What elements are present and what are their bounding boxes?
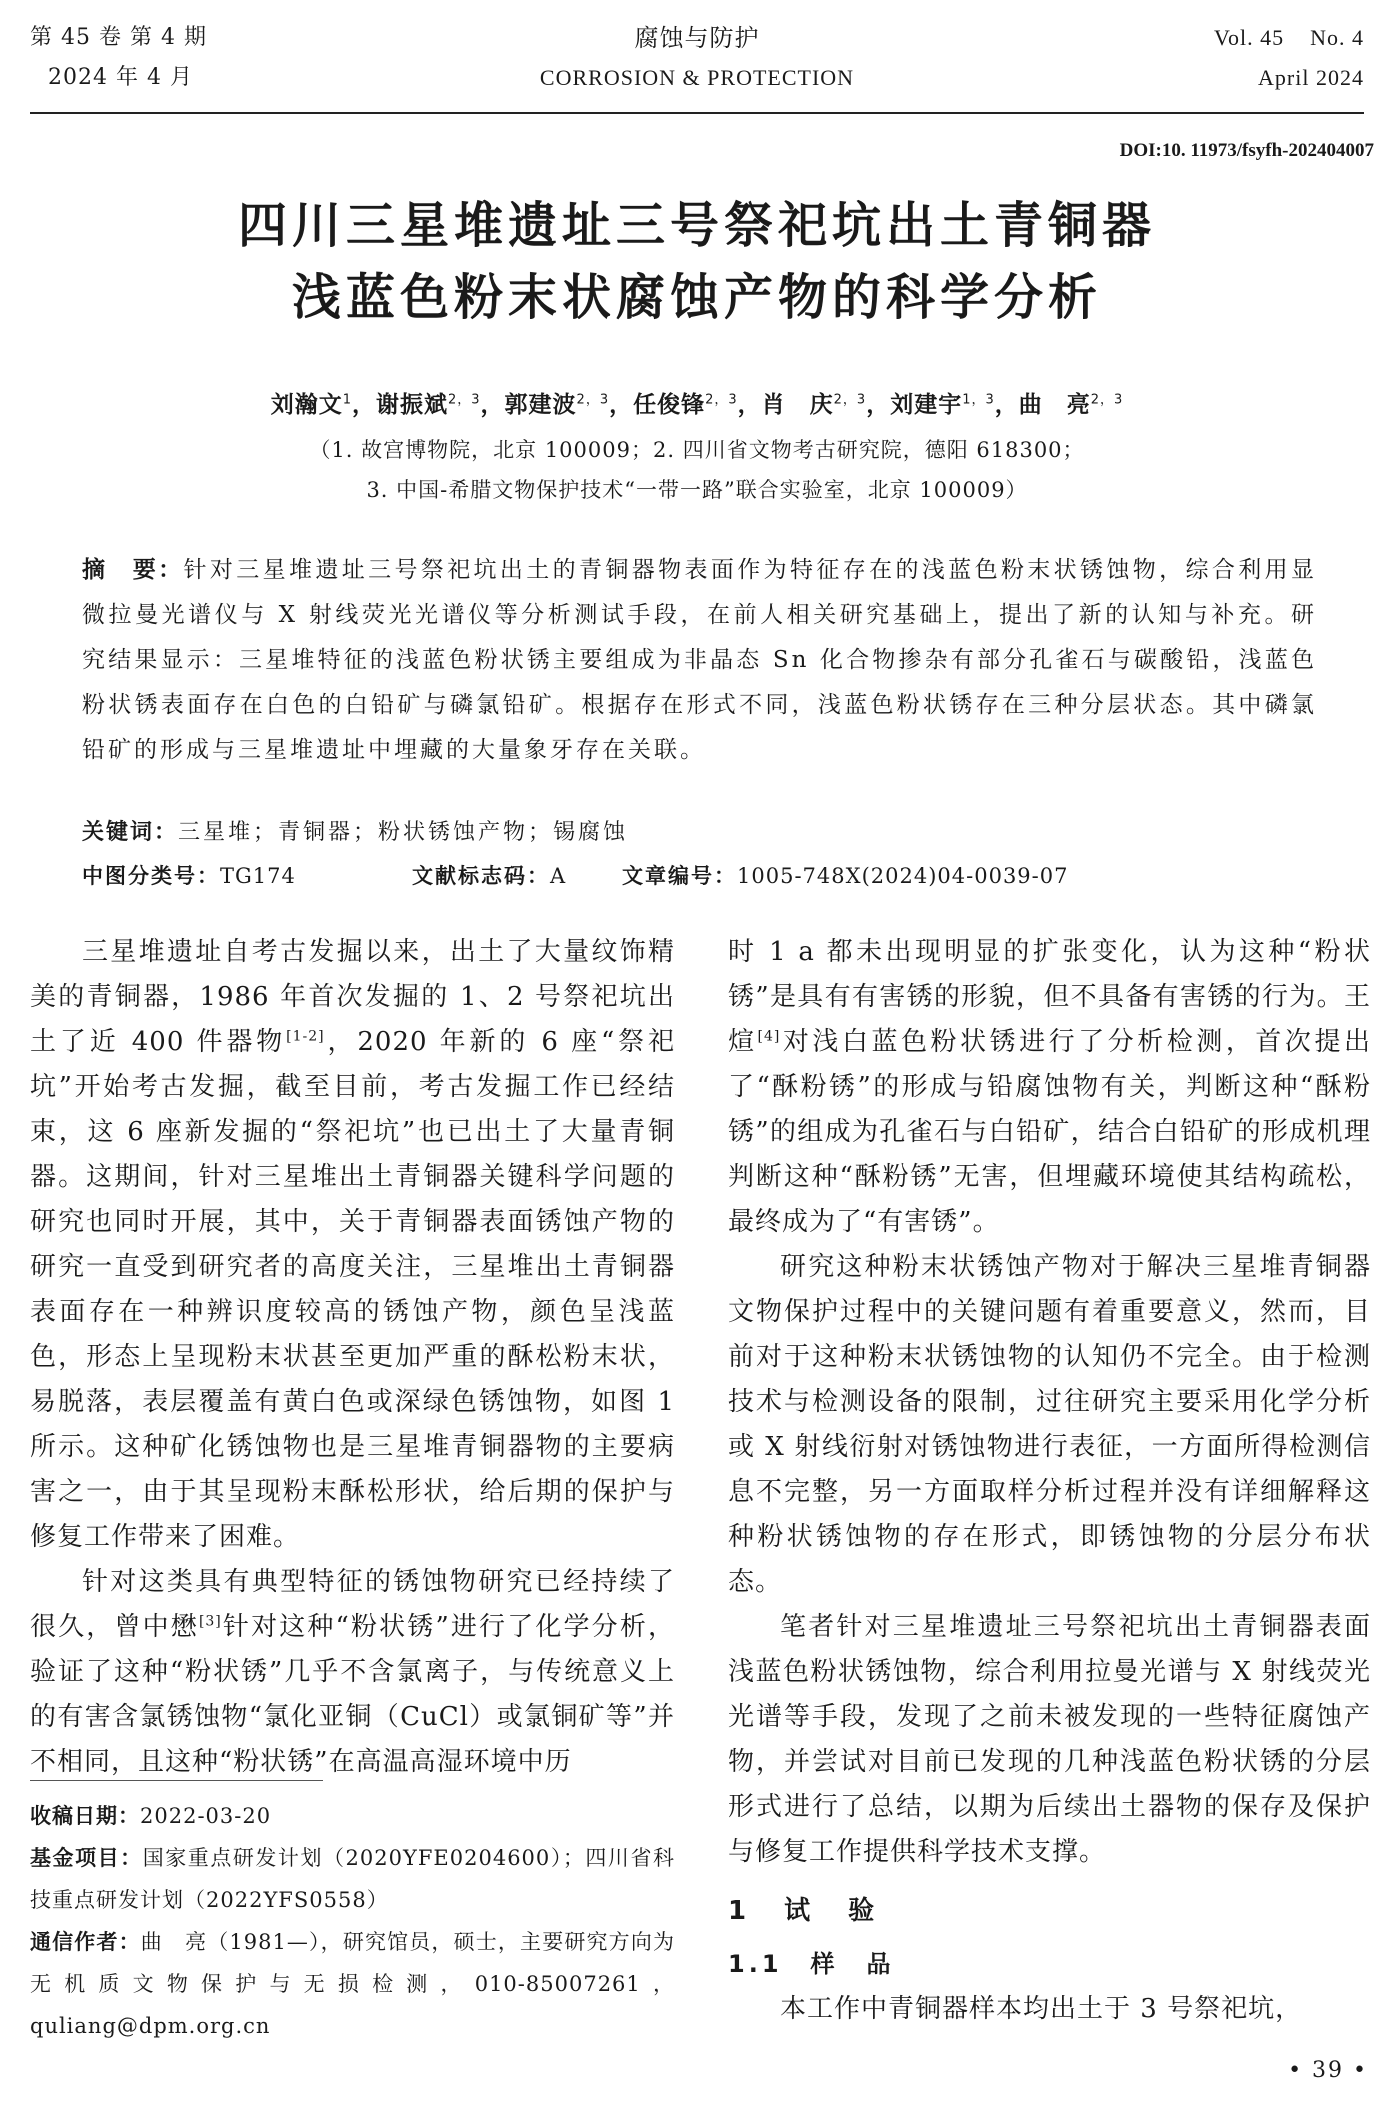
author-list — [0, 386, 1394, 419]
section-heading-1: 1 试 验 — [728, 1896, 881, 1926]
journal-date-en: April 2024 — [1258, 65, 1364, 90]
citation-ref[interactable]: [1-2] — [286, 1028, 325, 1045]
author-name: 曲 亮 — [1018, 392, 1091, 418]
author-separator: ， — [352, 392, 376, 418]
paper-title-line-2: 浅蓝色粉末状腐蚀产物的科学分析 — [291, 269, 1102, 326]
doc-code-value: A — [550, 864, 567, 888]
author-affiliation-sup: 2，3 — [448, 392, 481, 408]
keywords-text: 三星堆；青铜器；粉状锈蚀产物；锡腐蚀 — [178, 820, 629, 845]
abstract — [82, 548, 1317, 773]
footnote-corresponding-author: 通信作者：曲 亮（1981—），研究馆员，硕士，主要研究方向为无机质文物保护与无损检测，010-85007261，quliang@dpm.org.cn — [30, 1930, 675, 2038]
author-separator: ， — [609, 392, 634, 418]
citation-ref[interactable]: [4] — [757, 1028, 781, 1045]
author-name: 郭建波 — [504, 392, 577, 418]
footnote-received: 收稿日期：2022-03-20 — [30, 1804, 272, 1828]
body-left-column — [30, 930, 675, 1785]
footnote-rule — [30, 1780, 323, 1781]
doi[interactable]: DOI:10. 11973/fsyfh-202404007 — [1119, 140, 1374, 161]
author-separator: ， — [866, 392, 891, 418]
author-name: 谢振斌 — [376, 392, 448, 418]
journal-name-en: CORROSION & PROTECTION — [539, 65, 855, 90]
author-separator: ， — [994, 392, 1019, 418]
body-paragraph: 针对这类具有典型特征的锈蚀物研究已经持续了很久，曾中懋[3]针对这种“粉状锈”进行了化学分析，验证了这种“粉状锈”几乎不含氯离子，与传统意义上的有害含氯锈蚀物“氯化亚铜（CuCl）或氯铜矿等”并不相同，且这种“粉状锈”在高温高湿环境中历 — [30, 1567, 675, 1777]
citation-ref[interactable]: [3] — [198, 1613, 222, 1630]
section-heading-1-1: 1.1 样 品 — [728, 1950, 895, 1978]
affiliation-line-1: （1. 故宫博物院，北京 100009；2. 四川省文物考古研究院，德阳 618300； — [309, 438, 1085, 462]
author-affiliation-sup: 1 — [342, 392, 352, 408]
body-paragraph: 本工作中青铜器样本均出土于 3 号祭祀坑， — [780, 1994, 1303, 2024]
footnotes — [30, 1795, 675, 2047]
author-name: 刘建宇 — [890, 392, 963, 418]
affiliation-line-2: 3. 中国-希腊文物保护技术“一带一路”联合实验室，北京 100009） — [366, 478, 1028, 502]
author-affiliation-sup: 2，3 — [1090, 392, 1124, 408]
article-number-label: 文章编号： — [622, 864, 737, 888]
author-name: 肖 庆 — [761, 392, 834, 418]
header-rule — [30, 112, 1364, 114]
author-affiliation-sup: 2，3 — [705, 392, 738, 408]
author-affiliation-sup: 2，3 — [576, 392, 610, 408]
clc-label: 中图分类号： — [82, 864, 220, 888]
abstract-text: 针对三星堆遗址三号祭祀坑出土的青铜器物表面作为特征存在的浅蓝色粉末状锈蚀物，综合利用显微拉曼光谱仪与 X 射线荧光光谱仪等分析测试手段，在前人相关研究基础上，提出了新的认知与补充。研究结果显示：三星堆特征的浅蓝色粉状锈主要组成为非晶态 Sn 化合物掺杂有部分孔雀石与碳酸铅，浅蓝色粉状锈表面存在白色的白铅矿与磷氯铅矿。根据存在形式不同，浅蓝色粉状锈存在三种分层状态。其中磷氯铅矿的形成与三星堆遗址中埋藏的大量象牙存在关联。 — [82, 557, 1318, 763]
author-separator: ， — [480, 392, 505, 418]
journal-name-cn: 腐蚀与防护 — [634, 24, 760, 52]
journal-volume-issue: 第 45 卷 第 4 期 — [30, 25, 207, 50]
paper-title-line-1: 四川三星堆遗址三号祭祀坑出土青铜器 — [237, 197, 1156, 254]
journal-vol-en: Vol. 45 No. 4 — [1213, 25, 1364, 50]
author-affiliation-sup: 1，3 — [962, 392, 995, 408]
author-name: 刘瀚文 — [270, 392, 343, 418]
body-paragraph: 时 1 a 都未出现明显的扩张变化，认为这种“粉状锈”是具有有害锈的形貌，但不具备有害锈的行为。王煊[4]对浅白蓝色粉状锈进行了分析检测，首次提出了“酥粉锈”的形成与铅腐蚀物有关，判断这种“酥粉锈”的组成为孔雀石与白铅矿，结合白铅矿的形成机理判断这种“酥粉锈”无害，但埋藏环境使其结构疏松，最终成为了“有害锈”。 — [728, 937, 1371, 1237]
body-paragraph: 三星堆遗址自考古发掘以来，出土了大量纹饰精美的青铜器，1986 年首次发掘的 1、2 号祭祀坑出土了近 400 件器物[1-2]，2020 年新的 6 座“祭祀坑”开始考古发掘，截至目前，考古发掘工作已经结束，这 6 座新发掘的“祭祀坑”也已出土了大量青铜器。这期间，针对三星堆出土青铜器关键科学问题的研究也同时开展，其中，关于青铜器表面锈蚀产物的研究一直受到研究者的高度关注，三星堆出土青铜器表面存在一种辨识度较高的锈蚀产物，颜色呈浅蓝色，形态上呈现粉末状甚至更加严重的酥松粉末状，易脱落，表层覆盖有黄白色或深绿色锈蚀物，如图 1 所示。这种矿化锈蚀物也是三星堆青铜器物的主要病害之一，由于其呈现粉末酥松形状，给后期的保护与修复工作带来了困难。 — [30, 937, 676, 1552]
footnote-fund: 基金项目：国家重点研发计划（2020YFE0204600）；四川省科技重点研发计划（2022YFS0558） — [30, 1846, 676, 1912]
author-name: 任俊锋 — [633, 392, 706, 418]
abstract-label: 摘 要： — [82, 557, 184, 583]
article-number-value: 1005-748X(2024)04-0039-07 — [737, 864, 1069, 888]
keywords-label: 关键词： — [82, 820, 179, 845]
body-right-column — [728, 930, 1371, 2032]
author-affiliation-sup: 2，3 — [833, 392, 867, 408]
page-number: • 39 • — [1288, 2058, 1368, 2083]
journal-date: 2024 年 4 月 — [48, 65, 193, 90]
doc-code-label: 文献标志码： — [412, 864, 550, 888]
body-paragraph: 笔者针对三星堆遗址三号祭祀坑出土青铜器表面浅蓝色粉状锈蚀物，综合利用拉曼光谱与 X 射线荧光光谱等手段，发现了之前未被发现的一些特征腐蚀产物，并尝试对目前已发现的几种浅蓝色粉状锈的分层形式进行了总结，以期为后续出土器物的保存及保护与修复工作提供科学技术支撑。 — [728, 1612, 1371, 1867]
keywords — [82, 815, 628, 846]
body-paragraph: 研究这种粉末状锈蚀产物对于解决三星堆青铜器文物保护过程中的关键问题有着重要意义，然而，目前对于这种粉末状锈蚀物的认知仍不完全。由于检测技术与检测设备的限制，过往研究主要采用化学分析或 X 射线衍射对锈蚀物进行表征，一方面所得检测信息不完整，另一方面取样分析过程并没有详细解释这种粉状锈蚀物的存在形式，即锈蚀物的分层分布状态。 — [728, 1252, 1371, 1597]
author-separator: ， — [737, 392, 762, 418]
clc-value: TG174 — [220, 864, 296, 888]
